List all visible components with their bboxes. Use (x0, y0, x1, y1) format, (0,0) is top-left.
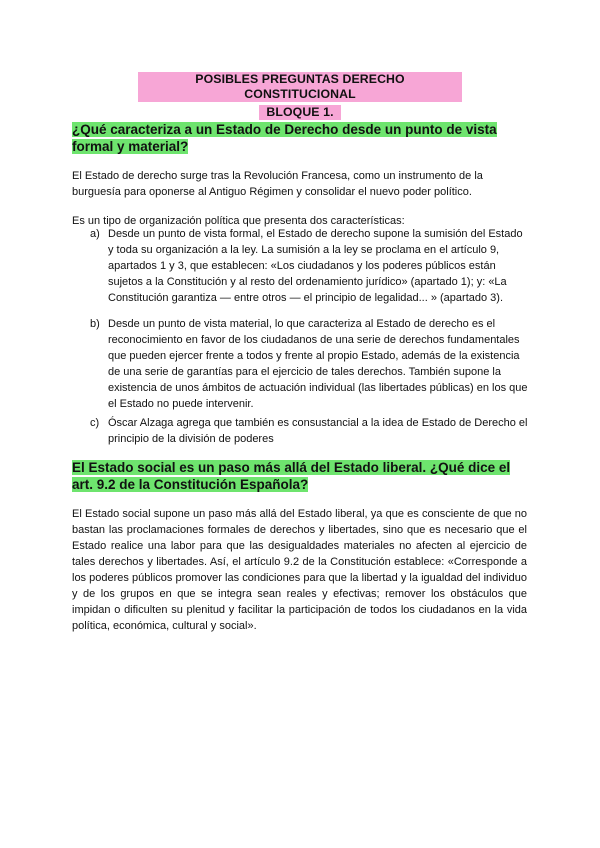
list-marker: b) (90, 318, 100, 330)
question-1-text: ¿Qué caracteriza a un Estado de Derecho desde un punto de vista formal y material? (72, 122, 497, 154)
list-marker: a) (90, 228, 100, 240)
list-item-text: Desde un punto de vista formal, el Estado de derecho supone la sumisión del Estado y toda su organización a la ley. La sumisión a la ley se proclama en el artículo 9, apartados 1 y 3, que establecen: «Los ciudadanos y los poderes públicos están sujetos a la Constitución y al resto del ordenamiento jurídico» (apartado 1); y: «La Constitución garantiza — entre otros — el principio de legalidad... » (apartado 3). (108, 228, 523, 304)
title-line-1: POSIBLES PREGUNTAS DERECHO CONSTITUCIONAL (138, 72, 462, 102)
section2-paragraph: El Estado social supone un paso más allá del Estado liberal, ya que es consciente de que no bastan las proclamaciones formales de derechos y libertades, sino que es necesario que el Estado realice una labor para que las desigualdades materiales no afecten al ejercicio de tales derechos y libertades. Así, el artículo 9.2 de la Constitución establece: «Corresponde a los poderes públicos promover las condiciones para que la libertad y la igualdad del individuo y de los grupos en que se integra sean reales y efectivas; remover los obstáculos que impidan o dificulten su plenitud y facilitar la participación de todos los ciudadanos en la vida política, económica, cultural y social». (72, 508, 527, 632)
list-item-c (90, 415, 530, 447)
question-2-heading (72, 459, 532, 493)
list-item-text: Óscar Alzaga agrega que también es consustancial a la idea de Estado de Derecho el principio de la división de poderes (108, 417, 528, 445)
question-1-heading (72, 121, 532, 155)
list-marker: c) (90, 417, 100, 429)
document-title (0, 72, 600, 121)
section1-intro: Es un tipo de organización política que presenta dos características: (72, 215, 405, 227)
list-item-a (90, 226, 530, 306)
list-item-text: Desde un punto de vista material, lo que caracteriza al Estado de derecho es el reconocimiento en favor de los ciudadanos de una serie de derechos fundamentales que pueden ejercer frente a todos y frente al propio Estado, además de la existencia de una serie de garantías para el ejercicio de tales derechos. También supone la existencia de unos ámbitos de actuación individual (las libertades públicas) en los que el Estado no puede intervenir. (108, 318, 528, 410)
title-line-2: BLOQUE 1. (259, 105, 341, 120)
list-item-b (90, 316, 530, 412)
section1-paragraph-1: El Estado de derecho surge tras la Revolución Francesa, como un instrumento de la burguesía para oponerse al Antiguo Régimen y consolidar el nuevo poder político. (72, 170, 483, 198)
question-2-text: El Estado social es un paso más allá del Estado liberal. ¿Qué dice el art. 9.2 de la Constitución Española? (72, 460, 511, 492)
